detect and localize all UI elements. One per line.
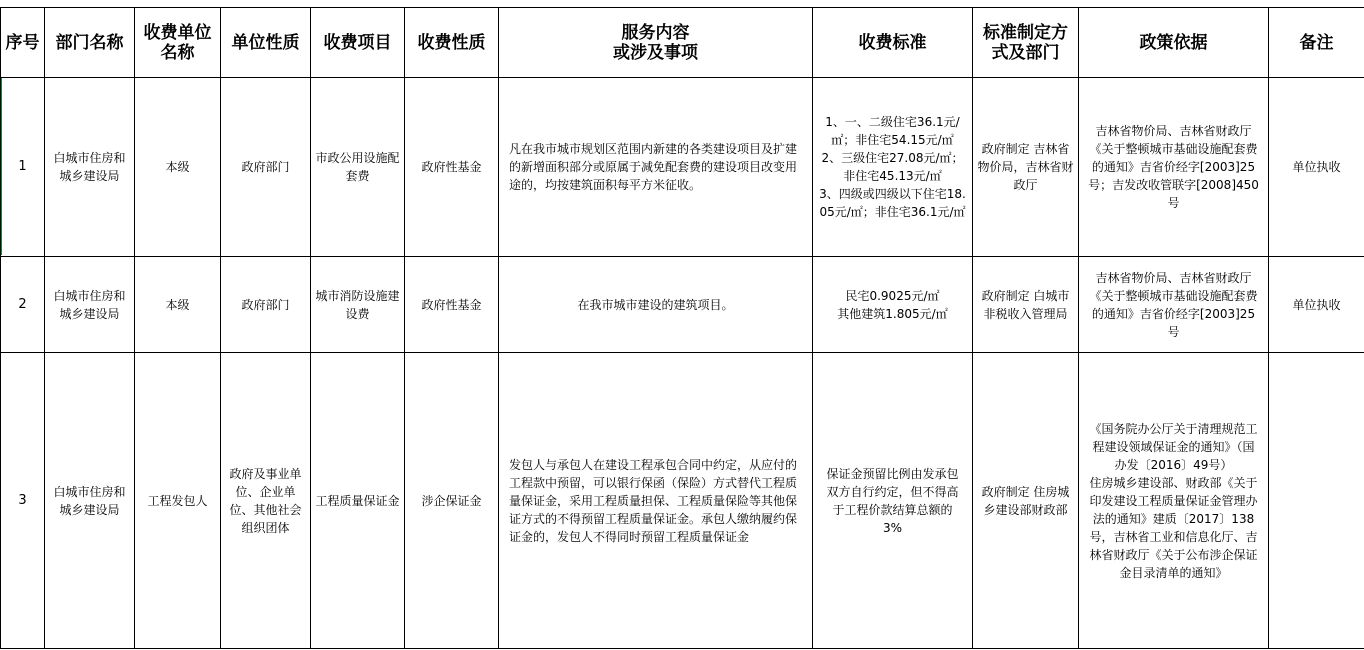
method-cell[interactable]: 政府制定 吉林省物价局，吉林省财政厅 (973, 78, 1079, 257)
policy-cell[interactable]: 吉林省物价局、吉林省财政厅《关于整顿城市基础设施配套费的通知》吉省价经字[2003]25号 (1079, 257, 1269, 353)
fee-table (0, 7, 1364, 649)
row-number[interactable]: 1 (1, 78, 45, 257)
unit-cell[interactable]: 本级 (135, 257, 221, 353)
remark-cell[interactable]: 单位执收 (1269, 78, 1364, 257)
header-cell[interactable]: 标准制定方式及部门 (973, 8, 1079, 78)
unit-cell[interactable]: 工程发包人 (135, 353, 221, 649)
header-cell[interactable]: 服务内容 或涉及事项 (499, 8, 813, 78)
item-cell[interactable]: 工程质量保证金 (311, 353, 405, 649)
method-cell[interactable]: 政府制定 白城市非税收入管理局 (973, 257, 1079, 353)
dept-cell[interactable]: 白城市住房和城乡建设局 (45, 257, 135, 353)
type-cell[interactable]: 政府性基金 (405, 257, 499, 353)
header-cell[interactable]: 收费性质 (405, 8, 499, 78)
row-number[interactable]: 3 (1, 353, 45, 649)
dept-cell[interactable]: 白城市住房和城乡建设局 (45, 353, 135, 649)
dept-cell[interactable]: 白城市住房和城乡建设局 (45, 78, 135, 257)
header-cell[interactable]: 序号 (1, 8, 45, 78)
nature-cell[interactable]: 政府及事业单位、企业单位、其他社会组织团体 (221, 353, 311, 649)
header-cell[interactable]: 备注 (1269, 8, 1364, 78)
item-cell[interactable]: 市政公用设施配套费 (311, 78, 405, 257)
row-number[interactable]: 2 (1, 257, 45, 353)
unit-cell[interactable]: 本级 (135, 78, 221, 257)
header-cell[interactable]: 收费项目 (311, 8, 405, 78)
policy-cell[interactable]: 吉林省物价局、吉林省财政厅《关于整顿城市基础设施配套费的通知》吉省价经字[2003]25号；吉发改收管联字[2008]450号 (1079, 78, 1269, 257)
type-cell[interactable]: 涉企保证金 (405, 353, 499, 649)
nature-cell[interactable]: 政府部门 (221, 78, 311, 257)
header-cell[interactable]: 收费单位名称 (135, 8, 221, 78)
nature-cell[interactable]: 政府部门 (221, 257, 311, 353)
content-cell[interactable]: 凡在我市城市规划区范围内新建的各类建设项目及扩建的新增面积部分或原属于减免配套费的建设项目改变用途的，均按建筑面积每平方米征收。 (499, 78, 813, 257)
header-row (1, 8, 1364, 78)
remark-cell[interactable] (1269, 353, 1364, 649)
header-cell[interactable]: 政策依据 (1079, 8, 1269, 78)
header-cell[interactable]: 收费标准 (813, 8, 973, 78)
table-row (1, 78, 1364, 257)
header-cell[interactable]: 单位性质 (221, 8, 311, 78)
content-cell[interactable]: 在我市城市建设的建筑项目。 (499, 257, 813, 353)
standard-cell[interactable]: 1、一、二级住宅36.1元/㎡；非住宅54.15元/㎡ 2、三级住宅27.08元/㎡；非住宅45.13元/㎡ 3、四级或四级以下住宅18.05元/㎡；非住宅36.1元/㎡ (813, 78, 973, 257)
table-row (1, 353, 1364, 649)
standard-cell[interactable]: 民宅0.9025元/㎡ 其他建筑1.805元/㎡ (813, 257, 973, 353)
remark-cell[interactable]: 单位执收 (1269, 257, 1364, 353)
policy-cell[interactable]: 《国务院办公厅关于清理规范工程建设领域保证金的通知》（国办发〔2016〕49号） 住房城乡建设部、财政部《关于印发建设工程质量保证金管理办法的通知》建质〔2017〕138号，吉林省工业和信息化厅、吉林省财政厅《关于公布涉企保证金目录清单的通知》 (1079, 353, 1269, 649)
standard-cell[interactable]: 保证金预留比例由发承包双方自行约定，但不得高于工程价款结算总额的3% (813, 353, 973, 649)
method-cell[interactable]: 政府制定 住房城乡建设部财政部 (973, 353, 1079, 649)
type-cell[interactable]: 政府性基金 (405, 78, 499, 257)
header-cell[interactable]: 部门名称 (45, 8, 135, 78)
content-cell[interactable]: 发包人与承包人在建设工程承包合同中约定，从应付的工程款中预留，可以银行保函（保险）方式替代工程质量保证金，采用工程质量担保、工程质量保险等其他保证方式的不得预留工程质量保证金。承包人缴纳履约保证金的，发包人不得同时预留工程质量保证金 (499, 353, 813, 649)
item-cell[interactable]: 城市消防设施建设费 (311, 257, 405, 353)
table-row (1, 257, 1364, 353)
